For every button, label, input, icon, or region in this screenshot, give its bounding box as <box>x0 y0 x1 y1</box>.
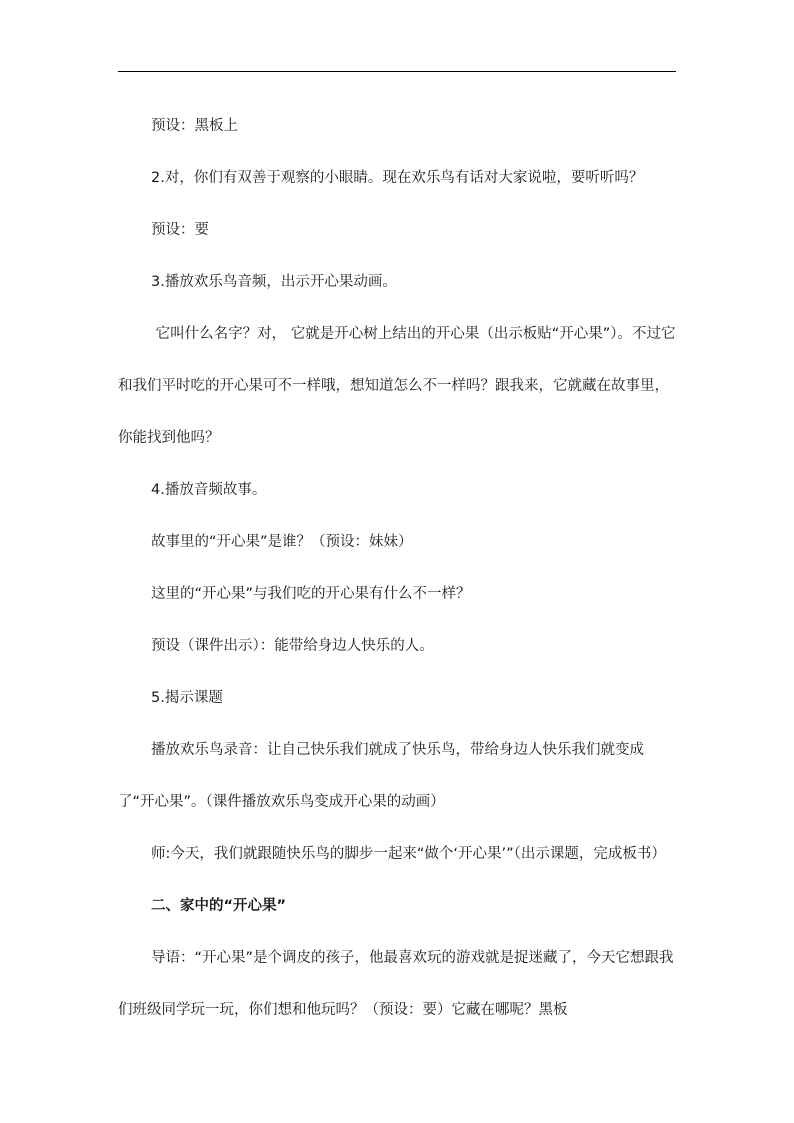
paragraph: 5.揭示课题 <box>151 690 223 706</box>
paragraph: 2.对，你们有双善于观察的小眼睛。现在欢乐鸟有话对大家说啦，要听听吗？ <box>151 170 644 186</box>
paragraph: 它叫什么名字？对， 它就是开心树上结出的开心果（出示板贴“开心果”）。不过它和我们平时吃的开心果可不一样哦，想知道怎么不一样吗？跟我来，它就藏在故事里，你能找到他吗？ <box>118 326 676 446</box>
paragraph: 预设：要 <box>151 222 209 238</box>
paragraph: 导语：“开心果”是个调皮的孩子，他最喜欢玩的游戏就是捉迷藏了，今天它想跟我们班级同学玩一玩，你们想和他玩吗？（预设：要）它藏在哪呢？黑板 <box>118 950 674 1018</box>
paragraph: 师:今天，我们就跟随快乐鸟的脚步一起来“做个‘开心果’”（出示课题，完成板书） <box>151 846 666 862</box>
header-rule <box>118 71 676 72</box>
paragraph: 预设（课件出示）：能带给身边人快乐的人。 <box>151 638 434 654</box>
document-body <box>118 100 676 1036</box>
paragraph: 这里的“开心果”与我们吃的开心果有什么不一样？ <box>151 586 471 602</box>
paragraph: 故事里的“开心果”是谁？（预设：妹妹） <box>151 534 413 550</box>
paragraph: 4.播放音频故事。 <box>151 482 267 498</box>
paragraph: 3.播放欢乐鸟音频，出示开心果动画。 <box>151 274 397 290</box>
paragraph: 播放欢乐鸟录音：让自己快乐我们就成了快乐鸟，带给身边人快乐我们就变成了“开心果”。（课件播放欢乐鸟变成开心果的动画） <box>118 742 644 810</box>
paragraph: 预设：黑板上 <box>151 118 238 134</box>
section-heading: 二、家中的“开心果” <box>151 898 287 914</box>
